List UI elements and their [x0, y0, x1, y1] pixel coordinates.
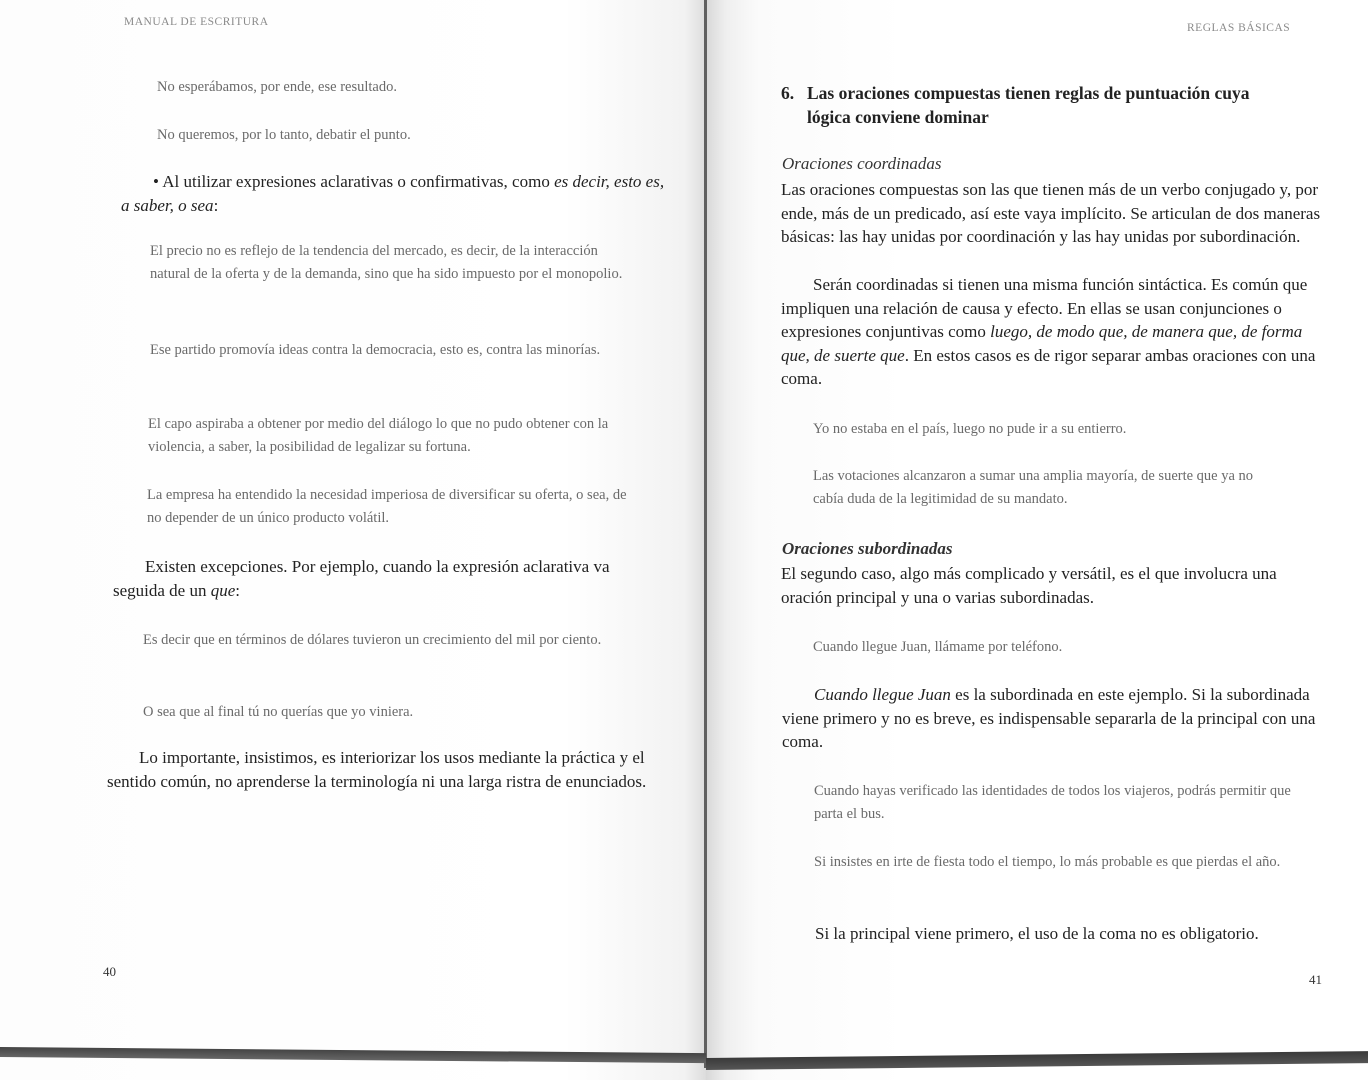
italic-term: Cuando llegue Juan [814, 685, 951, 704]
section-heading [781, 81, 1251, 129]
example-sentence: O sea que al final tú no querías que yo viniera. [143, 704, 414, 720]
closing-paragraph: Lo importante, insistimos, es interiorizar los usos mediante la práctica y el sentido común, no aprenderse la terminología ni una larga ristra de enunciados. [107, 748, 647, 791]
page-number: 40 [103, 964, 116, 979]
paragraph: Cuando llegue Juan es la subordinada en este ejemplo. Si la subordinada viene primero y no es breve, es indispensable separarla de la principal con una coma. [782, 685, 1316, 751]
section-number: 6. [781, 83, 795, 103]
example-sentence: Yo no estaba en el país, luego no pude ir a su entierro. [813, 421, 1127, 437]
italic-terms: luego, de modo que, de manera que, de forma que, de suerte que [781, 322, 1303, 365]
example-sentence: No esperábamos, por ende, ese resultado. [157, 79, 397, 95]
example-sentence: Cuando llegue Juan, llámame por teléfono. [813, 639, 1063, 655]
example-sentence: Si insistes en irte de fiesta todo el tiempo, lo más probable es que pierdas el año. [814, 854, 1281, 870]
paragraph: El segundo caso, algo más complicado y versátil, es el que involucra una oración principal y una o varias subordinadas. [781, 564, 1277, 607]
example-sentence: Es decir que en términos de dólares tuvieron un crecimiento del mil por ciento. [143, 632, 602, 648]
paragraph: Serán coordinadas si tienen una misma función sintáctica. Es común que impliquen una relación de causa y efecto. En ellas se usan conjunciones o expresiones conjuntivas como luego, de modo que, de manera que, de forma que, de suerte que. En estos casos es de rigor separar ambas oraciones con una coma. [781, 275, 1316, 388]
running-head: REGLAS BÁSICAS [1187, 22, 1291, 34]
paragraph: Las oraciones compuestas son las que tienen más de un verbo conjugado y, por ende, más de un predicado, así este vaya implícito. Se articulan de dos maneras básicas: las hay unidas por coordinación y las hay unidas por subordinación. [781, 180, 1321, 246]
book-gutter [704, 0, 707, 1068]
example-sentence: No queremos, por lo tanto, debatir el punto. [157, 127, 411, 143]
example-sentence: El capo aspiraba a obtener por medio del diálogo lo que no pudo obtener con la violencia, a saber, la posibilidad de legalizar su fortuna. [148, 416, 609, 455]
running-head: MANUAL DE ESCRITURA [124, 16, 269, 28]
example-sentence: El precio no es reflejo de la tendencia del mercado, es decir, de la interacción natural de la oferta y de la demanda, sino que ha sido impuesto por el monopolio. [150, 243, 623, 282]
example-sentence: Ese partido promovía ideas contra la democracia, esto es, contra las minorías. [150, 342, 601, 358]
bullet-paragraph: • Al utilizar expresiones aclarativas o confirmativas, como es decir, esto es, a saber, o sea: [121, 172, 665, 215]
exceptions-paragraph: Existen excepciones. Por ejemplo, cuando la expresión aclarativa va seguida de un que: [113, 557, 610, 600]
right-page [706, 0, 1368, 1080]
bullet-symbol: • [153, 172, 159, 191]
page-number: 41 [1309, 972, 1322, 987]
subheading-coordinadas: Oraciones coordinadas [782, 154, 942, 173]
example-sentence: Las votaciones alcanzaron a sumar una amplia mayoría, de suerte que ya no cabía duda de la legitimidad de su mandato. [813, 468, 1254, 507]
example-sentence: La empresa ha entendido la necesidad imperiosa de diversificar su oferta, o sea, de no depender de un único producto volátil. [147, 487, 627, 526]
closing-paragraph: Si la principal viene primero, el uso de la coma no es obligatorio. [815, 924, 1259, 943]
italic-terms: es decir, esto es, a saber, o sea [121, 172, 665, 215]
section-title: Las oraciones compuestas tienen reglas de puntuación cuya lógica conviene dominar [807, 83, 1250, 127]
italic-term: que [210, 580, 236, 600]
example-sentence: Cuando hayas verificado las identidades de todos los viajeros, podrás permitir que parta el bus. [814, 783, 1291, 822]
subheading-subordinadas: Oraciones subordinadas [782, 539, 953, 558]
